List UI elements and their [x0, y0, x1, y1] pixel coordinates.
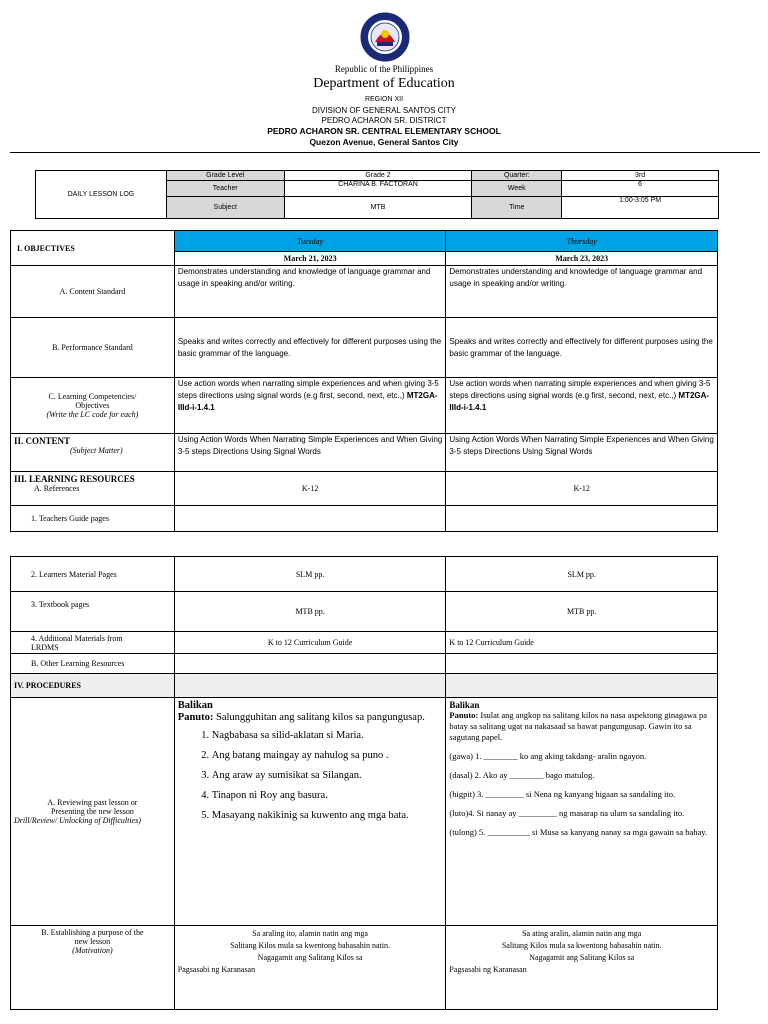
purpose-label-note: (Motivation) — [72, 946, 113, 955]
exercise-item: 2. Ang batang maingay ay nahulog sa puno . — [212, 750, 443, 761]
purpose-label-line1: B. Establishing a purpose of the — [41, 928, 144, 937]
lesson-table-part1 — [10, 230, 718, 532]
purpose-day1-line2: Salitang Kilos mula sa kwentong babasahin natin. — [230, 941, 390, 950]
purpose-day2-line1: Sa ating aralin, alamin natin ang mga — [522, 929, 642, 938]
competency-label-line2: Objectives — [75, 401, 110, 410]
date2-label: March 23, 2023 — [446, 252, 718, 266]
lesson-table-part2 — [10, 556, 718, 1010]
other-resources-day1 — [174, 654, 446, 674]
purpose-day2 — [446, 926, 718, 1010]
content-subheading: (Subject Matter) — [70, 446, 123, 455]
purpose-day2-line4: Pagsasabi ng Karanasan — [449, 965, 527, 974]
exercise-item: (higpit) 3. _________ si Nena ng kanyang higaan sa sandaling ito. — [449, 789, 676, 799]
exercise-item: (dasal) 2. Ako ay ________ bago matulog. — [449, 770, 595, 780]
week-label: Week — [472, 181, 562, 197]
quarter-value: 3rd — [562, 171, 719, 181]
competency-day2 — [446, 378, 718, 434]
tg-pages-day2 — [446, 506, 718, 532]
additional-materials-day2: K to 12 Curriculum Guide — [446, 632, 718, 654]
competency-label — [11, 378, 175, 434]
teacher-label: Teacher — [166, 181, 284, 197]
panuto-day1 — [178, 711, 443, 724]
competency-label-note: (Write the LC code for each) — [46, 410, 139, 419]
dll-title: DAILY LESSON LOG — [36, 171, 167, 219]
content-standard-day2: Demonstrates understanding and knowledge of language grammar and usage in speaking and/or writing. — [446, 266, 718, 318]
purpose-day2-line3: Nagagamit ang Salitang Kilos sa — [529, 953, 635, 962]
references-label: A. References — [34, 484, 80, 493]
review-label — [11, 698, 175, 926]
references-day2: K-12 — [446, 472, 718, 506]
exercise-item: 5. Masayang nakikinig sa kuwento ang mga bata. — [212, 810, 443, 821]
procedures-day1 — [174, 674, 446, 698]
textbook-pages-day1: MTB pp. — [174, 592, 446, 632]
purpose-day1-line1: Sa araling ito, alamin natin ang mga — [252, 929, 368, 938]
grade-level-value: Grade 2 — [284, 171, 472, 181]
content-standard-label: A. Content Standard — [11, 266, 175, 318]
panuto-text-day2: Isulat ang angkop na salitang kilos na nasa aspektong ginagawa pa batay sa salitang ugat na nakasaad sa bawat pangungusap. Gawin ito sa sagutang papel. — [449, 710, 707, 742]
resources-heading: III. LEARNING RESOURCES — [14, 474, 135, 484]
panuto-label-day2: Panuto: — [449, 710, 479, 720]
teacher-value: CHARINA B. FACTORAN — [284, 181, 472, 197]
review-label-note: Drill/Review/ Unlocking of Difficulties) — [14, 816, 141, 825]
competency-text-day2: Use action words when narrating simple experiences and when giving 3-5 steps directions using signal words (e.g first, second, next, etc.,) — [449, 379, 711, 400]
procedures-heading: IV. PROCEDURES — [11, 674, 175, 698]
review-label-line1: A. Reviewing past lesson or — [47, 798, 138, 807]
lm-pages-label: 2. Learners Material Pages — [11, 557, 175, 592]
competency-label-line1: C. Learning Competencies/ — [48, 392, 137, 401]
competency-code-day2: MT2GA-IIId-i-1.4.1 — [449, 391, 710, 412]
additional-materials-line1: 4. Additional Materials from — [31, 633, 123, 643]
textbook-pages-day2: MTB pp. — [446, 592, 718, 632]
purpose-day1-line4: Pagsasabi ng Karanasan — [177, 965, 256, 974]
balikan-heading-day1: Balikan — [177, 700, 213, 711]
panuto-text-day1: Salungguhitan ang salitang kilos sa pangungusap. — [216, 712, 425, 723]
balikan-heading-day2: Balikan — [449, 700, 480, 710]
review-day1 — [174, 698, 446, 926]
purpose-day2-line2: Salitang Kilos mula sa kwentong babasahin natin. — [501, 941, 662, 950]
school-address: Quezon Avenue, General Santos City — [309, 137, 459, 147]
competency-code-day1: MT2GA-IIId-i-1.4.1 — [177, 391, 438, 412]
additional-materials-day1: K to 12 Curriculum Guide — [174, 632, 446, 654]
resources-heading-cell — [11, 472, 175, 506]
review-label-line2: Presenting the new lesson — [50, 807, 134, 816]
purpose-day1 — [174, 926, 446, 1010]
panuto-day2 — [449, 710, 714, 743]
panuto-label-day1: Panuto: — [177, 712, 214, 723]
tg-pages-label: 1. Teachers Guide pages — [11, 506, 175, 532]
additional-materials-label — [11, 632, 175, 654]
subject-label: Subject — [166, 197, 284, 219]
procedures-day2 — [446, 674, 718, 698]
republic-line: Republic of the Philippines — [334, 64, 434, 74]
week-value: 6 — [562, 181, 719, 197]
content-heading: II. CONTENT — [14, 436, 71, 446]
division-line: DIVISION OF GENERAL SANTOS CITY — [311, 106, 457, 115]
region-line: REGION XII — [364, 96, 404, 103]
subject-value: MTB — [284, 197, 472, 219]
exercise-item: 3. Ang araw ay sumisikat sa Silangan. — [212, 770, 443, 781]
day1-label: Tuesday — [174, 231, 446, 252]
exercise-item: 1. Nagbabasa sa silid-aklatan si Maria. — [212, 730, 443, 741]
exercise-item: (gawa) 1. ________ ko ang aking takdang- aralin ngayon. — [449, 751, 647, 761]
dll-info-table — [35, 170, 719, 219]
purpose-label — [11, 926, 175, 1010]
deped-seal-icon — [360, 12, 410, 62]
references-day1: K-12 — [174, 472, 446, 506]
lm-pages-day2: SLM pp. — [446, 557, 718, 592]
exercise-item: (luto)4. Si nanay ay _________ ng masarap na ulam sa sandaling ito. — [449, 808, 685, 818]
purpose-day1-line3: Nagagamit ang Salitang Kilos sa — [257, 953, 363, 962]
textbook-pages-label: 3. Textbook pages — [11, 592, 175, 632]
competency-text-day1: Use action words when narrating simple experiences and when giving 3-5 steps directions using signal words (e.g first, second, next, etc.,) — [177, 379, 439, 400]
purpose-label-line2: new lesson — [74, 937, 111, 946]
performance-standard-day1: Speaks and writes correctly and effectively for different purposes using the basic grammar of the language. — [174, 318, 446, 378]
other-resources-day2 — [446, 654, 718, 674]
content-standard-day1: Demonstrates understanding and knowledge of language grammar and usage in speaking and/or writing. — [174, 266, 446, 318]
school-name: PEDRO ACHARON SR. CENTRAL ELEMENTARY SCHOOL — [267, 126, 501, 136]
exercise-item: (tulong) 5. __________ si Musa sa kanyang nanay sa mga gawain sa bahay. — [449, 827, 708, 837]
performance-standard-day2: Speaks and writes correctly and effectively for different purposes using the basic grammar of the language. — [446, 318, 718, 378]
time-value: 1:00-3:05 PM — [562, 197, 719, 219]
content-day2: Using Action Words When Narrating Simple Experiences and When Giving 3-5 steps Directions Using Signal Words — [446, 434, 718, 472]
content-day1: Using Action Words When Narrating Simple Experiences and When Giving 3-5 steps Directions Using Signal Words — [174, 434, 446, 472]
date1-label: March 21, 2023 — [174, 252, 446, 266]
time-label: Time — [472, 197, 562, 219]
grade-level-label: Grade Level — [166, 171, 284, 181]
performance-standard-label: B. Performance Standard — [11, 318, 175, 378]
department-title: Department of Education — [313, 76, 455, 91]
competency-day1 — [174, 378, 446, 434]
objectives-heading: I. OBJECTIVES — [11, 231, 175, 266]
lm-pages-day1: SLM pp. — [174, 557, 446, 592]
quarter-label: Quarter: — [472, 171, 562, 181]
exercise-item: 4. Tinapon ni Roy ang basura. — [212, 790, 443, 801]
other-resources-label: B. Other Learning Resources — [11, 654, 175, 674]
review-day2 — [446, 698, 718, 926]
tg-pages-day1 — [174, 506, 446, 532]
day2-label: Thursday — [446, 231, 718, 252]
content-heading-cell — [11, 434, 175, 472]
header-divider — [10, 152, 760, 153]
district-line: PEDRO ACHARON SR. DISTRICT — [321, 116, 447, 125]
additional-materials-line2: LRDMS — [31, 642, 59, 652]
exercise-list-day1 — [178, 730, 443, 821]
